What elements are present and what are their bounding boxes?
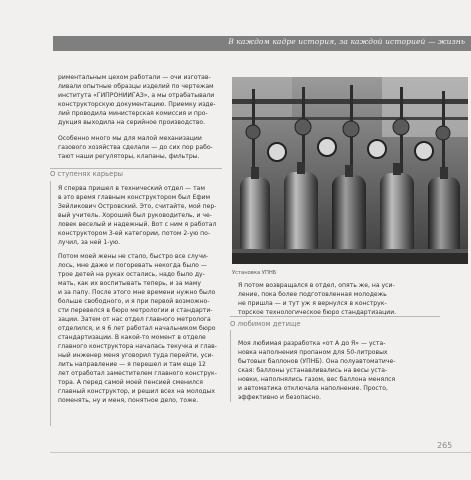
running-header-title: В каждом кадре история, за каждой историей — жизнь — [228, 37, 465, 46]
text-line: больше свободного, и я при первой возможно- — [58, 298, 210, 305]
text-line: конструкторскую документацию. Приемку изде- — [58, 101, 216, 108]
text-line: эффективно и безопасно. — [238, 394, 322, 401]
text-line: главного конструктора началась текучка и глав- — [58, 343, 217, 350]
section-heading-career: О ступенях карьеры — [50, 170, 124, 178]
text-line: ловек веселый и надежный. Вот с ним я работал — [58, 221, 217, 228]
text-line: торское технологическое бюро стандартизации. — [238, 309, 397, 316]
text-line: тора. А перед самой моей пенсией сменился — [58, 379, 203, 386]
page-number: 265 — [437, 441, 453, 450]
text-line: лучил, за ней 1-ую. — [58, 239, 121, 246]
section-divider — [50, 168, 222, 169]
text-line: Я сперва пришел в технический отдел — там — [58, 185, 205, 192]
section-divider — [230, 316, 440, 317]
text-line: и за папу. После этого мне времени нужно было — [58, 289, 216, 296]
right-paragraph-2 — [238, 339, 428, 402]
left-paragraph-1 — [58, 73, 218, 127]
text-line: вый учитель. Хороший был руководитель, и че- — [58, 212, 212, 219]
industrial-equipment-illustration — [232, 77, 468, 264]
text-line: лет отработал заместителем главного конструк- — [58, 370, 217, 377]
text-line: Потом моей жены не стало, быстро все случи- — [58, 253, 209, 260]
text-line: и автоматика отключала наполнение. Просто, — [238, 385, 388, 392]
text-line: газового хозяйства сделали — до сих пор рабо- — [58, 144, 213, 151]
text-line: отделился, и я 6 лет работал начальником бюро — [58, 325, 216, 332]
text-line: новки, наполнялись газом, вес баллона менялся — [238, 376, 396, 383]
text-line: Моя любимая разработка «от А до Я» — уста- — [238, 340, 386, 347]
text-line: зации. Затем от нас отдел главного метролога — [58, 316, 211, 323]
text-line: мать, как их воспитывать теперь, и за маму — [58, 280, 201, 287]
text-line: тают наши регуляторы, клапаны, фильтры. — [58, 153, 200, 160]
section-side-rule — [50, 181, 51, 426]
text-line: лий проводила министерская комиссия и про- — [58, 110, 208, 117]
text-line: бытовых баллонов (УПНБ). Она полуавтоматиче- — [238, 358, 396, 365]
text-line: поменять, ну и меня, понятное дело, тоже. — [58, 397, 199, 404]
left-paragraph-3 — [58, 184, 218, 247]
upnb-installation-photo — [232, 77, 468, 264]
text-line: конструктором 3-ей категории, потом 2-ую по- — [58, 230, 211, 237]
text-line: риментальным цехом работали — очи изготав- — [58, 74, 211, 81]
text-line: в это время главным конструктором был Ефим — [58, 194, 211, 201]
text-line: главный конструктор, и решил всех на молодых — [58, 388, 215, 395]
text-line: лить направление — я перешел и там еще 12 — [58, 361, 206, 368]
left-paragraph-4 — [58, 252, 218, 405]
text-line: ный инженер меня уговорил туда перейти, уси- — [58, 352, 214, 359]
photo-caption: Установка УПНБ — [232, 270, 277, 276]
text-line: Особенно много мы для малой механизации — [58, 135, 202, 142]
text-line: сти перевелся в бюро метрологии и стандарти- — [58, 307, 213, 314]
text-line: новка наполнения пропаном для 50-литровых — [238, 349, 388, 356]
running-header — [53, 36, 471, 51]
text-line: дукция выходила на серийное производство. — [58, 119, 206, 126]
text-line: трое детей на руках остались, надо было ду- — [58, 271, 205, 278]
footer-rule — [50, 452, 471, 453]
left-paragraph-2 — [58, 134, 218, 161]
text-line: ливали опытные образцы изделий по чертежам — [58, 83, 214, 90]
text-line: стандартизации. В какой-то момент в отделе — [58, 334, 206, 341]
section-side-rule — [230, 330, 231, 402]
text-line: лось, мне даже и погоревать некогда было — — [58, 262, 207, 269]
section-heading-favorite: О любимом детище — [230, 320, 301, 328]
text-line: института «ГИПРОНИИГАЗ», а мы отрабатывали — [58, 92, 215, 99]
text-line: Я потом возвращался в отдел, опять же, на уси- — [238, 282, 395, 289]
text-line: ление, пока более подготовленная молодежь — [238, 291, 387, 298]
text-line: Зейликович Островский. Это, считайте, мой пер- — [58, 203, 217, 210]
text-line: ская: баллоны устанавливались на весы уста- — [238, 367, 388, 374]
text-line: не пришла — и тут уж я вернулся в конструк- — [238, 300, 387, 307]
right-paragraph-1 — [238, 281, 428, 317]
